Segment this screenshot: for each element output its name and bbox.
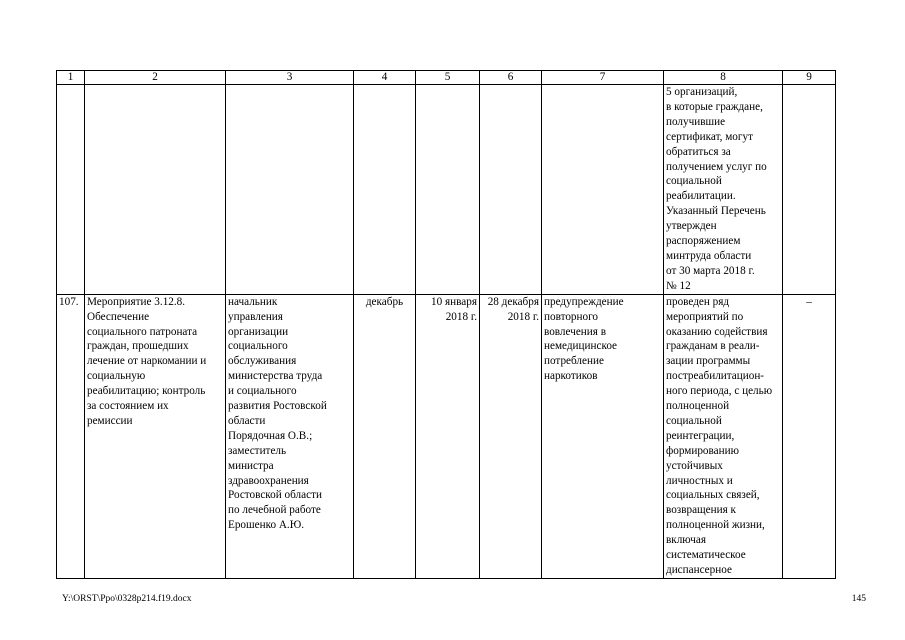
table-cell (542, 85, 664, 295)
header-cell: 1 (57, 71, 85, 85)
header-cell: 7 (542, 71, 664, 85)
header-cell: 5 (416, 71, 480, 85)
table-cell (226, 85, 354, 295)
table-row (57, 85, 836, 295)
table-cell (85, 85, 226, 295)
page-number: 145 (851, 594, 866, 604)
header-cell: 8 (664, 71, 783, 85)
measure-cell: Мероприятие 3.12.8. Обеспечение социального патроната граждан, прошедших лечение от наркомании и социальную реабилитацию; контроль за состоянием их ремиссии (85, 294, 226, 578)
header-cell: 9 (783, 71, 836, 85)
table-row (57, 294, 836, 578)
table-header-row (57, 71, 836, 85)
row-number-cell: 107. (57, 294, 85, 578)
header-cell: 2 (85, 71, 226, 85)
end-date-cell: 28 декабря 2018 г. (480, 294, 542, 578)
result-cell: предупреждение повторного вовлечения в немедицинское потребление наркотиков (542, 294, 664, 578)
file-path: Y:\ORST\Ppo\0328p214.f19.docx (62, 594, 192, 604)
table-cell (354, 85, 416, 295)
table-cell (783, 85, 836, 295)
report-table (56, 70, 836, 579)
header-cell: 3 (226, 71, 354, 85)
term-cell: декабрь (354, 294, 416, 578)
note-cell: – (783, 294, 836, 578)
start-date-cell: 10 января 2018 г. (416, 294, 480, 578)
status-cell: проведен ряд мероприятий по оказанию содействия гражданам в реали- зации программы постреабилитацион- ного периода, с целью полноценной социальной реинтеграции, формированию устойчивых личностных и социальных связей, возвращения к полноценной жизни, включая систематическое диспансерное (664, 294, 783, 578)
header-cell: 6 (480, 71, 542, 85)
results-cell: 5 организаций, в которые граждане, получившие сертификат, могут обратиться за получением услуг по социальной реабилитации. Указанный Перечень утвержден распоряжением минтруда области от 30 марта 2018 г. № 12 (664, 85, 783, 295)
table-cell (480, 85, 542, 295)
table-cell (57, 85, 85, 295)
header-cell: 4 (354, 71, 416, 85)
table-cell (416, 85, 480, 295)
responsible-cell: начальник управления организации социального обслуживания министерства труда и социального развития Ростовской области Порядочная О.В.; заместитель министра здравоохранения Ростовской области по лечебной работе Ерошенко А.Ю. (226, 294, 354, 578)
